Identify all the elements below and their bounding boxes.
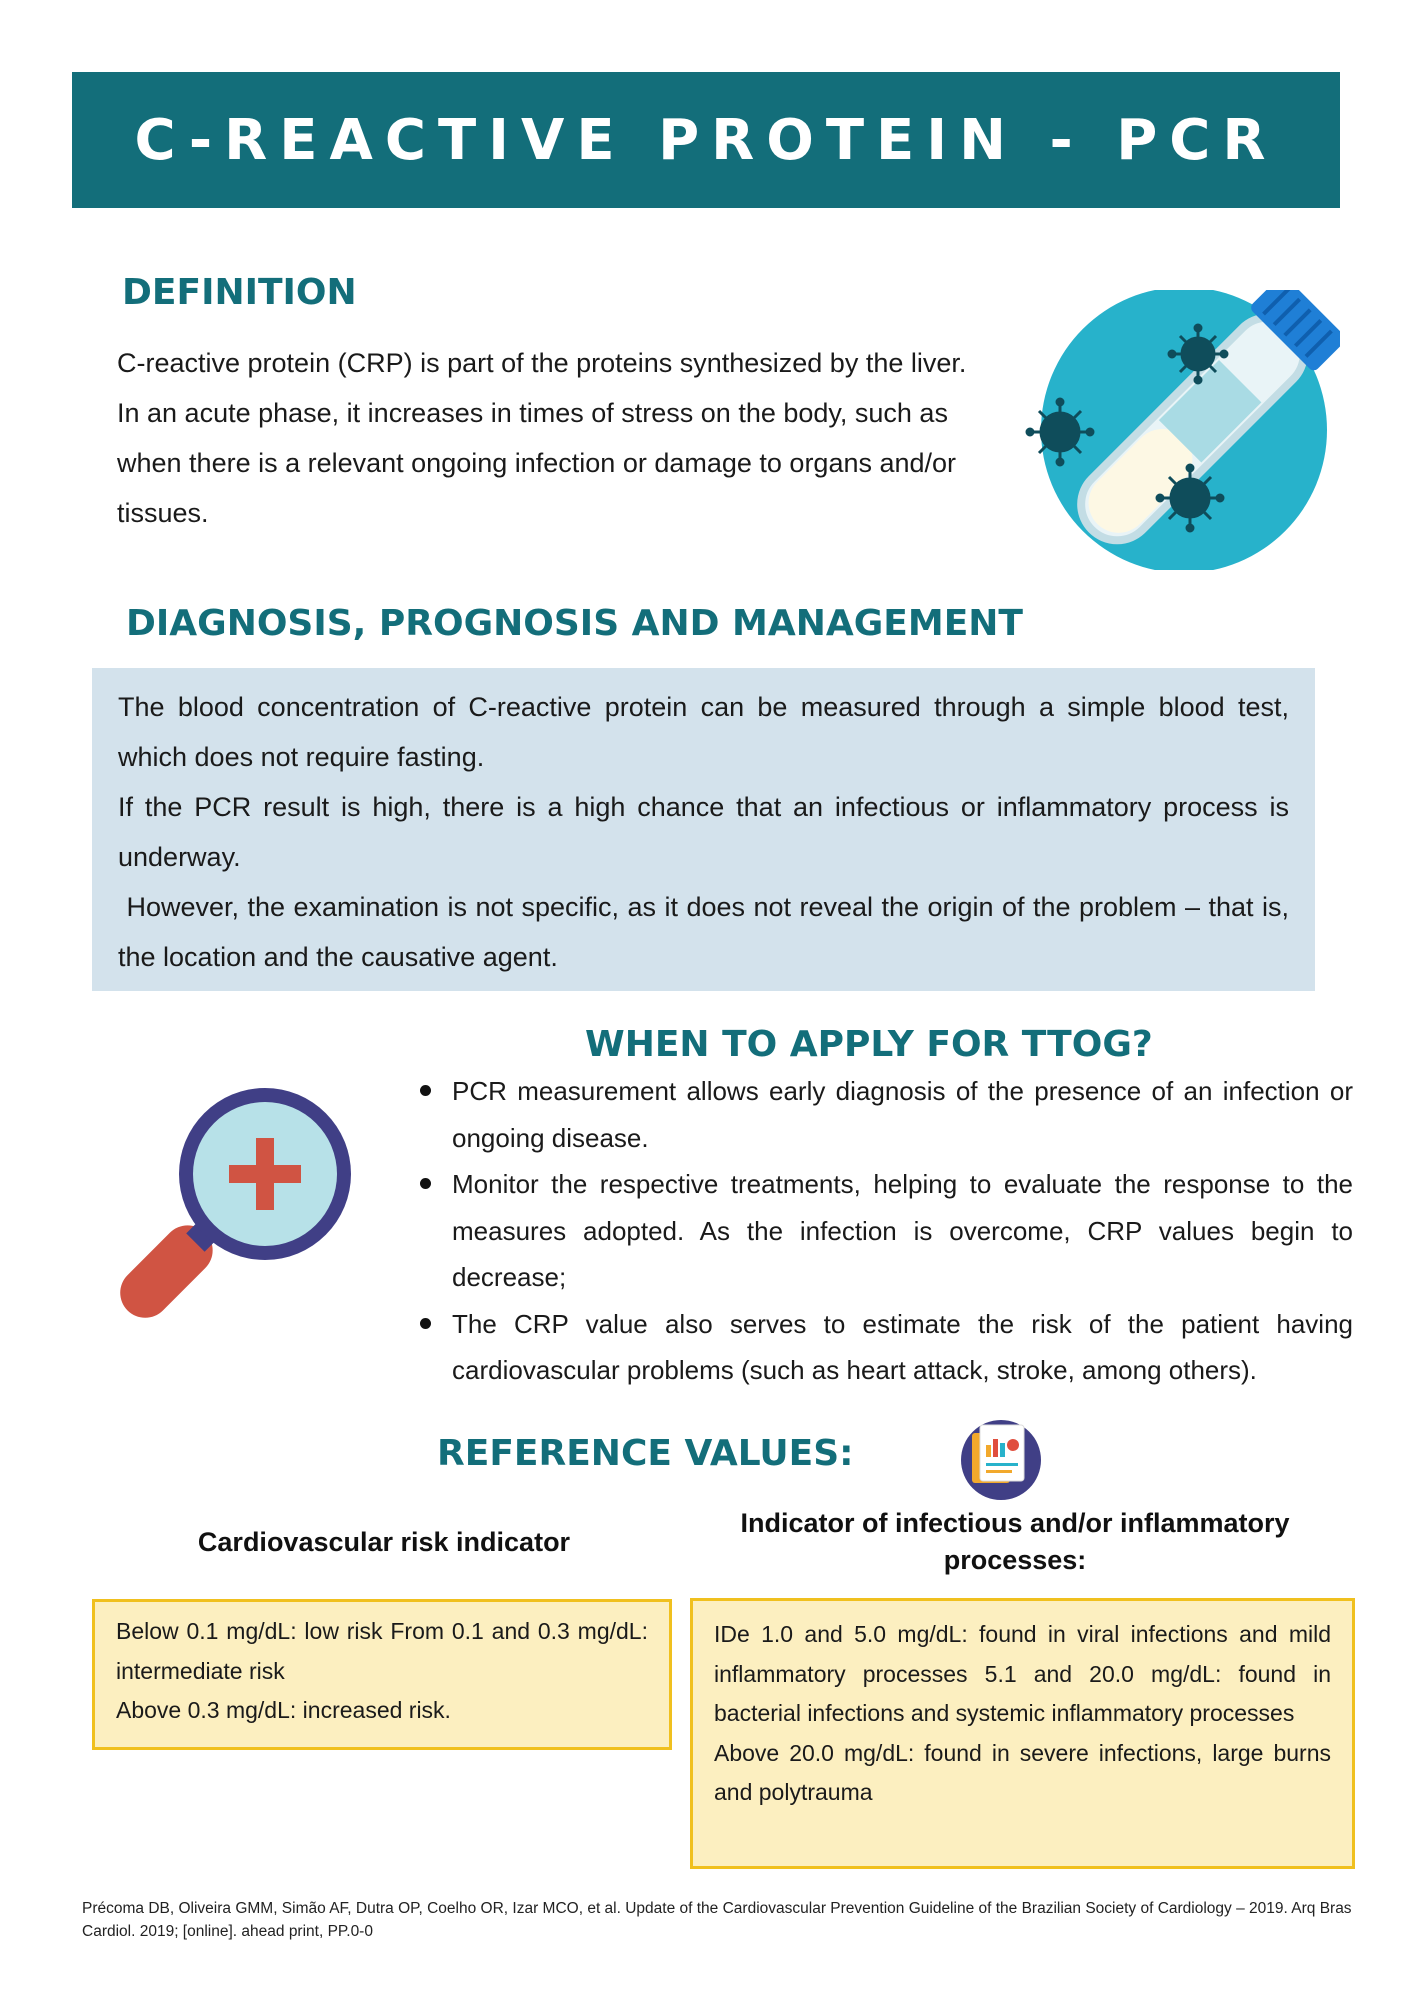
diagnosis-paragraph: If the PCR result is high, there is a high chance that an infectious or inflammatory process is underway. (118, 792, 1289, 872)
bullet-text: The CRP value also serves to estimate the risk of the patient having cardiovascular problems (such as heart attack, stroke, among others). (452, 1308, 1353, 1385)
reference-line: Above 20.0 mg/dL: found in severe infections, large burns and polytrauma (714, 1739, 1331, 1805)
definition-text (117, 338, 1012, 538)
reference-line: Above 0.3 mg/dL: increased risk. (116, 1697, 451, 1723)
cardio-reference-box (92, 1599, 672, 1750)
reference-heading: REFERENCE VALUES: (437, 1433, 854, 1474)
test-tube-virus-icon (1020, 290, 1340, 570)
report-chart-icon (958, 1415, 1044, 1501)
bullet-dot (420, 1085, 431, 1096)
diagnosis-heading: DIAGNOSIS, PROGNOSIS AND MANAGEMENT (126, 603, 1023, 644)
bullet-dot (420, 1178, 431, 1189)
infect-reference-box (690, 1598, 1355, 1869)
diagnosis-box (92, 668, 1315, 991)
bullet-dot (420, 1318, 431, 1329)
infect-indicator-title: Indicator of infectious and/or inflammatory processes: (740, 1508, 1290, 1575)
bullet-text: Monitor the respective treatments, helping to evaluate the response to the measures adopted. As the infection is overcome, CRP values begin to decrease; (452, 1169, 1353, 1292)
reference-line: IDe 1.0 and 5.0 mg/dL: found in viral infections and mild inflammatory processes 5.1 and 20.0 mg/dL: found in bacterial infections and systemic inflammatory processes (714, 1621, 1331, 1726)
citation-footnote: Précoma DB, Oliveira GMM, Simão AF, Dutra OP, Coelho OR, Izar MCO, et al. Update of the Cardiovascular Prevention Guideline of the Brazilian Society of Cardiology – 2019. Arq Bras Cardiol. 2019; [online]. ahead print, PP.0-0 (82, 1900, 1352, 1940)
definition-paragraph: C-reactive protein (CRP) is part of the proteins synthesized by the liver. (117, 348, 967, 378)
title-banner (72, 72, 1340, 208)
when-heading: WHEN TO APPLY FOR TTOG? (585, 1024, 1153, 1065)
bullet-text: PCR measurement allows early diagnosis of the presence of an infection or ongoing disease. (452, 1076, 1353, 1153)
definition-heading: DEFINITION (122, 272, 357, 313)
list-item (415, 1161, 1353, 1301)
diagnosis-paragraph: The blood concentration of C-reactive protein can be measured through a simple blood test, which does not require fasting. (118, 692, 1289, 772)
list-item (415, 1068, 1353, 1161)
magnifier-medical-icon (95, 1080, 365, 1340)
list-item (415, 1301, 1353, 1394)
page-title: C-REACTIVE PROTEIN - PCR (134, 107, 1278, 173)
diagnosis-paragraph: However, the examination is not specific, as it does not reveal the origin of the problem – that is, the location and the causative agent. (118, 892, 1297, 972)
when-bullet-list (415, 1068, 1353, 1394)
reference-line: Below 0.1 mg/dL: low risk From 0.1 and 0.3 mg/dL: intermediate risk (116, 1618, 648, 1684)
cardio-indicator-title: Cardiovascular risk indicator (197, 1527, 571, 1557)
definition-paragraph: In an acute phase, it increases in times of stress on the body, such as when there is a relevant ongoing infection or damage to organs and/or tissues. (117, 398, 957, 528)
